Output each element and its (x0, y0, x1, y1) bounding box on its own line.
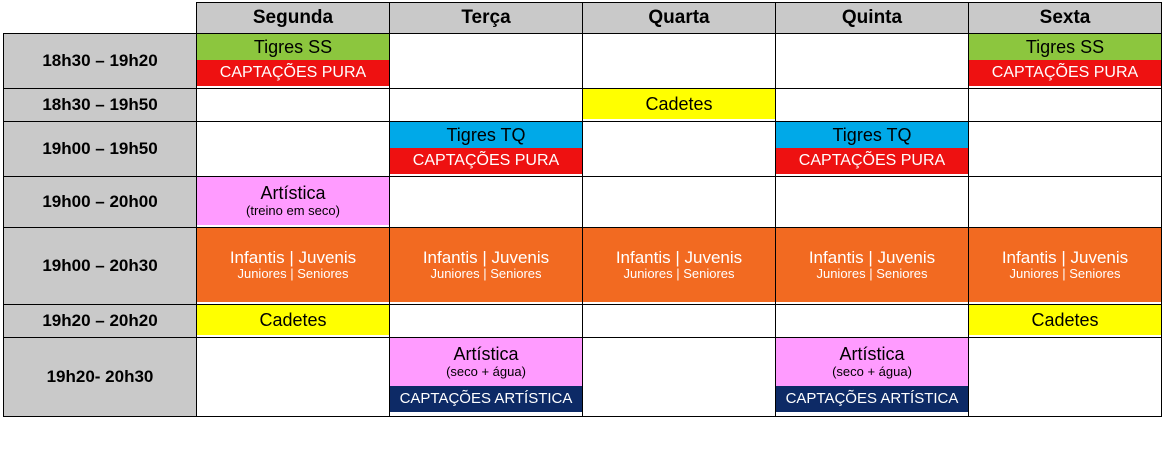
empty-slot (776, 34, 968, 88)
schedule-cell (583, 89, 776, 122)
schedule-cell (776, 34, 969, 89)
schedule-cell (197, 177, 390, 228)
schedule-cell (390, 338, 583, 417)
empty-slot (969, 302, 1161, 304)
schedule-cell (197, 34, 390, 89)
activity-label: Infantis | Juvenis (615, 247, 743, 267)
day-header-segunda: Segunda (197, 3, 390, 34)
empty-slot (969, 177, 1161, 227)
time-slot-label: 18h30 – 19h50 (4, 89, 197, 122)
empty-slot (390, 34, 582, 88)
empty-slot (583, 302, 775, 304)
activity-sublabel: Juniores | Seniores (237, 266, 349, 282)
empty-slot (969, 122, 1161, 176)
schedule-row (4, 122, 1162, 177)
activity-block (197, 34, 389, 60)
empty-slot (969, 86, 1161, 88)
activity-block (969, 228, 1161, 302)
empty-slot (197, 225, 389, 227)
schedule-row (4, 177, 1162, 228)
activity-label: Tigres TQ (832, 124, 912, 145)
activity-block (390, 148, 582, 174)
schedule-cell (583, 177, 776, 228)
empty-slot (969, 89, 1161, 121)
schedule-cell (969, 305, 1162, 338)
activity-label: CAPTAÇÕES ARTÍSTICA (399, 390, 573, 408)
activity-block (583, 228, 775, 302)
empty-slot (776, 302, 968, 304)
schedule-cell (776, 177, 969, 228)
schedule-cell (969, 34, 1162, 89)
empty-slot (776, 412, 968, 416)
activity-label: CAPTAÇÕES PURA (991, 63, 1139, 81)
schedule-row (4, 305, 1162, 338)
activity-block (390, 228, 582, 302)
empty-slot (197, 335, 389, 337)
schedule-cell (776, 122, 969, 177)
empty-slot (390, 302, 582, 304)
empty-slot (197, 302, 389, 304)
weekly-schedule-table (3, 2, 1162, 417)
schedule-row (4, 34, 1162, 89)
activity-sublabel: (seco + água) (446, 363, 526, 379)
empty-slot (776, 174, 968, 176)
schedule-cell (583, 34, 776, 89)
activity-block (197, 177, 389, 225)
activity-label: CAPTAÇÕES PURA (412, 151, 560, 169)
activity-block (969, 305, 1161, 335)
activity-block (776, 148, 968, 174)
activity-label: Tigres SS (253, 36, 333, 57)
empty-slot (776, 305, 968, 337)
schedule-cell (969, 177, 1162, 228)
activity-label: CAPTAÇÕES PURA (798, 151, 946, 169)
schedule-cell (969, 228, 1162, 305)
time-slot-label: 19h20 – 20h20 (4, 305, 197, 338)
activity-label: CAPTAÇÕES PURA (219, 63, 367, 81)
activity-block (390, 386, 582, 412)
day-header-quarta: Quarta (583, 3, 776, 34)
empty-slot (197, 338, 389, 416)
activity-label: Infantis | Juvenis (229, 247, 357, 267)
schedule-cell (197, 305, 390, 338)
activity-block (197, 228, 389, 302)
empty-slot (390, 177, 582, 227)
activity-block (197, 60, 389, 86)
empty-slot (390, 174, 582, 176)
activity-block (776, 122, 968, 148)
schedule-cell (197, 122, 390, 177)
activity-block (390, 122, 582, 148)
schedule-cell (390, 89, 583, 122)
activity-sublabel: (treino em seco) (246, 202, 340, 218)
time-slot-label: 18h30 – 19h20 (4, 34, 197, 89)
activity-label: Infantis | Juvenis (422, 247, 550, 267)
schedule-cell (583, 228, 776, 305)
corner-cell (4, 3, 197, 34)
empty-slot (583, 338, 775, 416)
activity-block (969, 34, 1161, 60)
empty-slot (583, 34, 775, 88)
schedule-cell (969, 338, 1162, 417)
table-body (4, 34, 1162, 417)
activity-block (776, 228, 968, 302)
time-slot-label: 19h00 – 20h00 (4, 177, 197, 228)
activity-label: Infantis | Juvenis (1001, 247, 1129, 267)
schedule-cell (969, 122, 1162, 177)
activity-label: Tigres SS (1025, 36, 1105, 57)
schedule-cell (390, 122, 583, 177)
schedule-cell (776, 228, 969, 305)
time-slot-label: 19h00 – 20h30 (4, 228, 197, 305)
activity-block (390, 338, 582, 386)
time-slot-label: 19h20- 20h30 (4, 338, 197, 417)
empty-slot (197, 86, 389, 88)
schedule-cell (776, 89, 969, 122)
activity-block (197, 305, 389, 335)
activity-sublabel: (seco + água) (832, 363, 912, 379)
activity-sublabel: Juniores | Seniores (816, 266, 928, 282)
time-slot-label: 19h00 – 19h50 (4, 122, 197, 177)
schedule-cell (583, 305, 776, 338)
schedule-row (4, 338, 1162, 417)
schedule-cell (390, 228, 583, 305)
empty-slot (969, 338, 1161, 416)
schedule-cell (776, 305, 969, 338)
activity-label: Artística (260, 183, 326, 204)
activity-label: Cadetes (1031, 309, 1099, 330)
activity-sublabel: Juniores | Seniores (1009, 266, 1121, 282)
empty-slot (197, 89, 389, 121)
schedule-cell (390, 305, 583, 338)
empty-slot (583, 305, 775, 337)
activity-label: Infantis | Juvenis (808, 247, 936, 267)
schedule-cell (776, 338, 969, 417)
empty-slot (776, 177, 968, 227)
schedule-cell (969, 89, 1162, 122)
empty-slot (390, 305, 582, 337)
day-header-quinta: Quinta (776, 3, 969, 34)
activity-block (583, 89, 775, 119)
day-header-sexta: Sexta (969, 3, 1162, 34)
schedule-cell (197, 338, 390, 417)
activity-block (776, 386, 968, 412)
activity-label: Cadetes (645, 93, 713, 114)
empty-slot (197, 122, 389, 176)
activity-label: Cadetes (259, 309, 327, 330)
schedule-cell (583, 338, 776, 417)
empty-slot (583, 122, 775, 176)
schedule-cell (197, 228, 390, 305)
activity-label: Tigres TQ (446, 124, 526, 145)
schedule-row (4, 228, 1162, 305)
activity-block (776, 338, 968, 386)
activity-label: Artística (839, 344, 905, 365)
activity-label: Artística (453, 344, 519, 365)
empty-slot (583, 177, 775, 227)
header-row (4, 3, 1162, 34)
empty-slot (390, 89, 582, 121)
table-header (4, 3, 1162, 34)
empty-slot (969, 335, 1161, 337)
empty-slot (583, 119, 775, 121)
activity-label: CAPTAÇÕES ARTÍSTICA (785, 390, 959, 408)
activity-sublabel: Juniores | Seniores (623, 266, 735, 282)
empty-slot (390, 412, 582, 416)
activity-block (969, 60, 1161, 86)
activity-sublabel: Juniores | Seniores (430, 266, 542, 282)
day-header-terca: Terça (390, 3, 583, 34)
schedule-cell (583, 122, 776, 177)
schedule-cell (197, 89, 390, 122)
empty-slot (776, 89, 968, 121)
schedule-cell (390, 177, 583, 228)
schedule-row (4, 89, 1162, 122)
schedule-cell (390, 34, 583, 89)
